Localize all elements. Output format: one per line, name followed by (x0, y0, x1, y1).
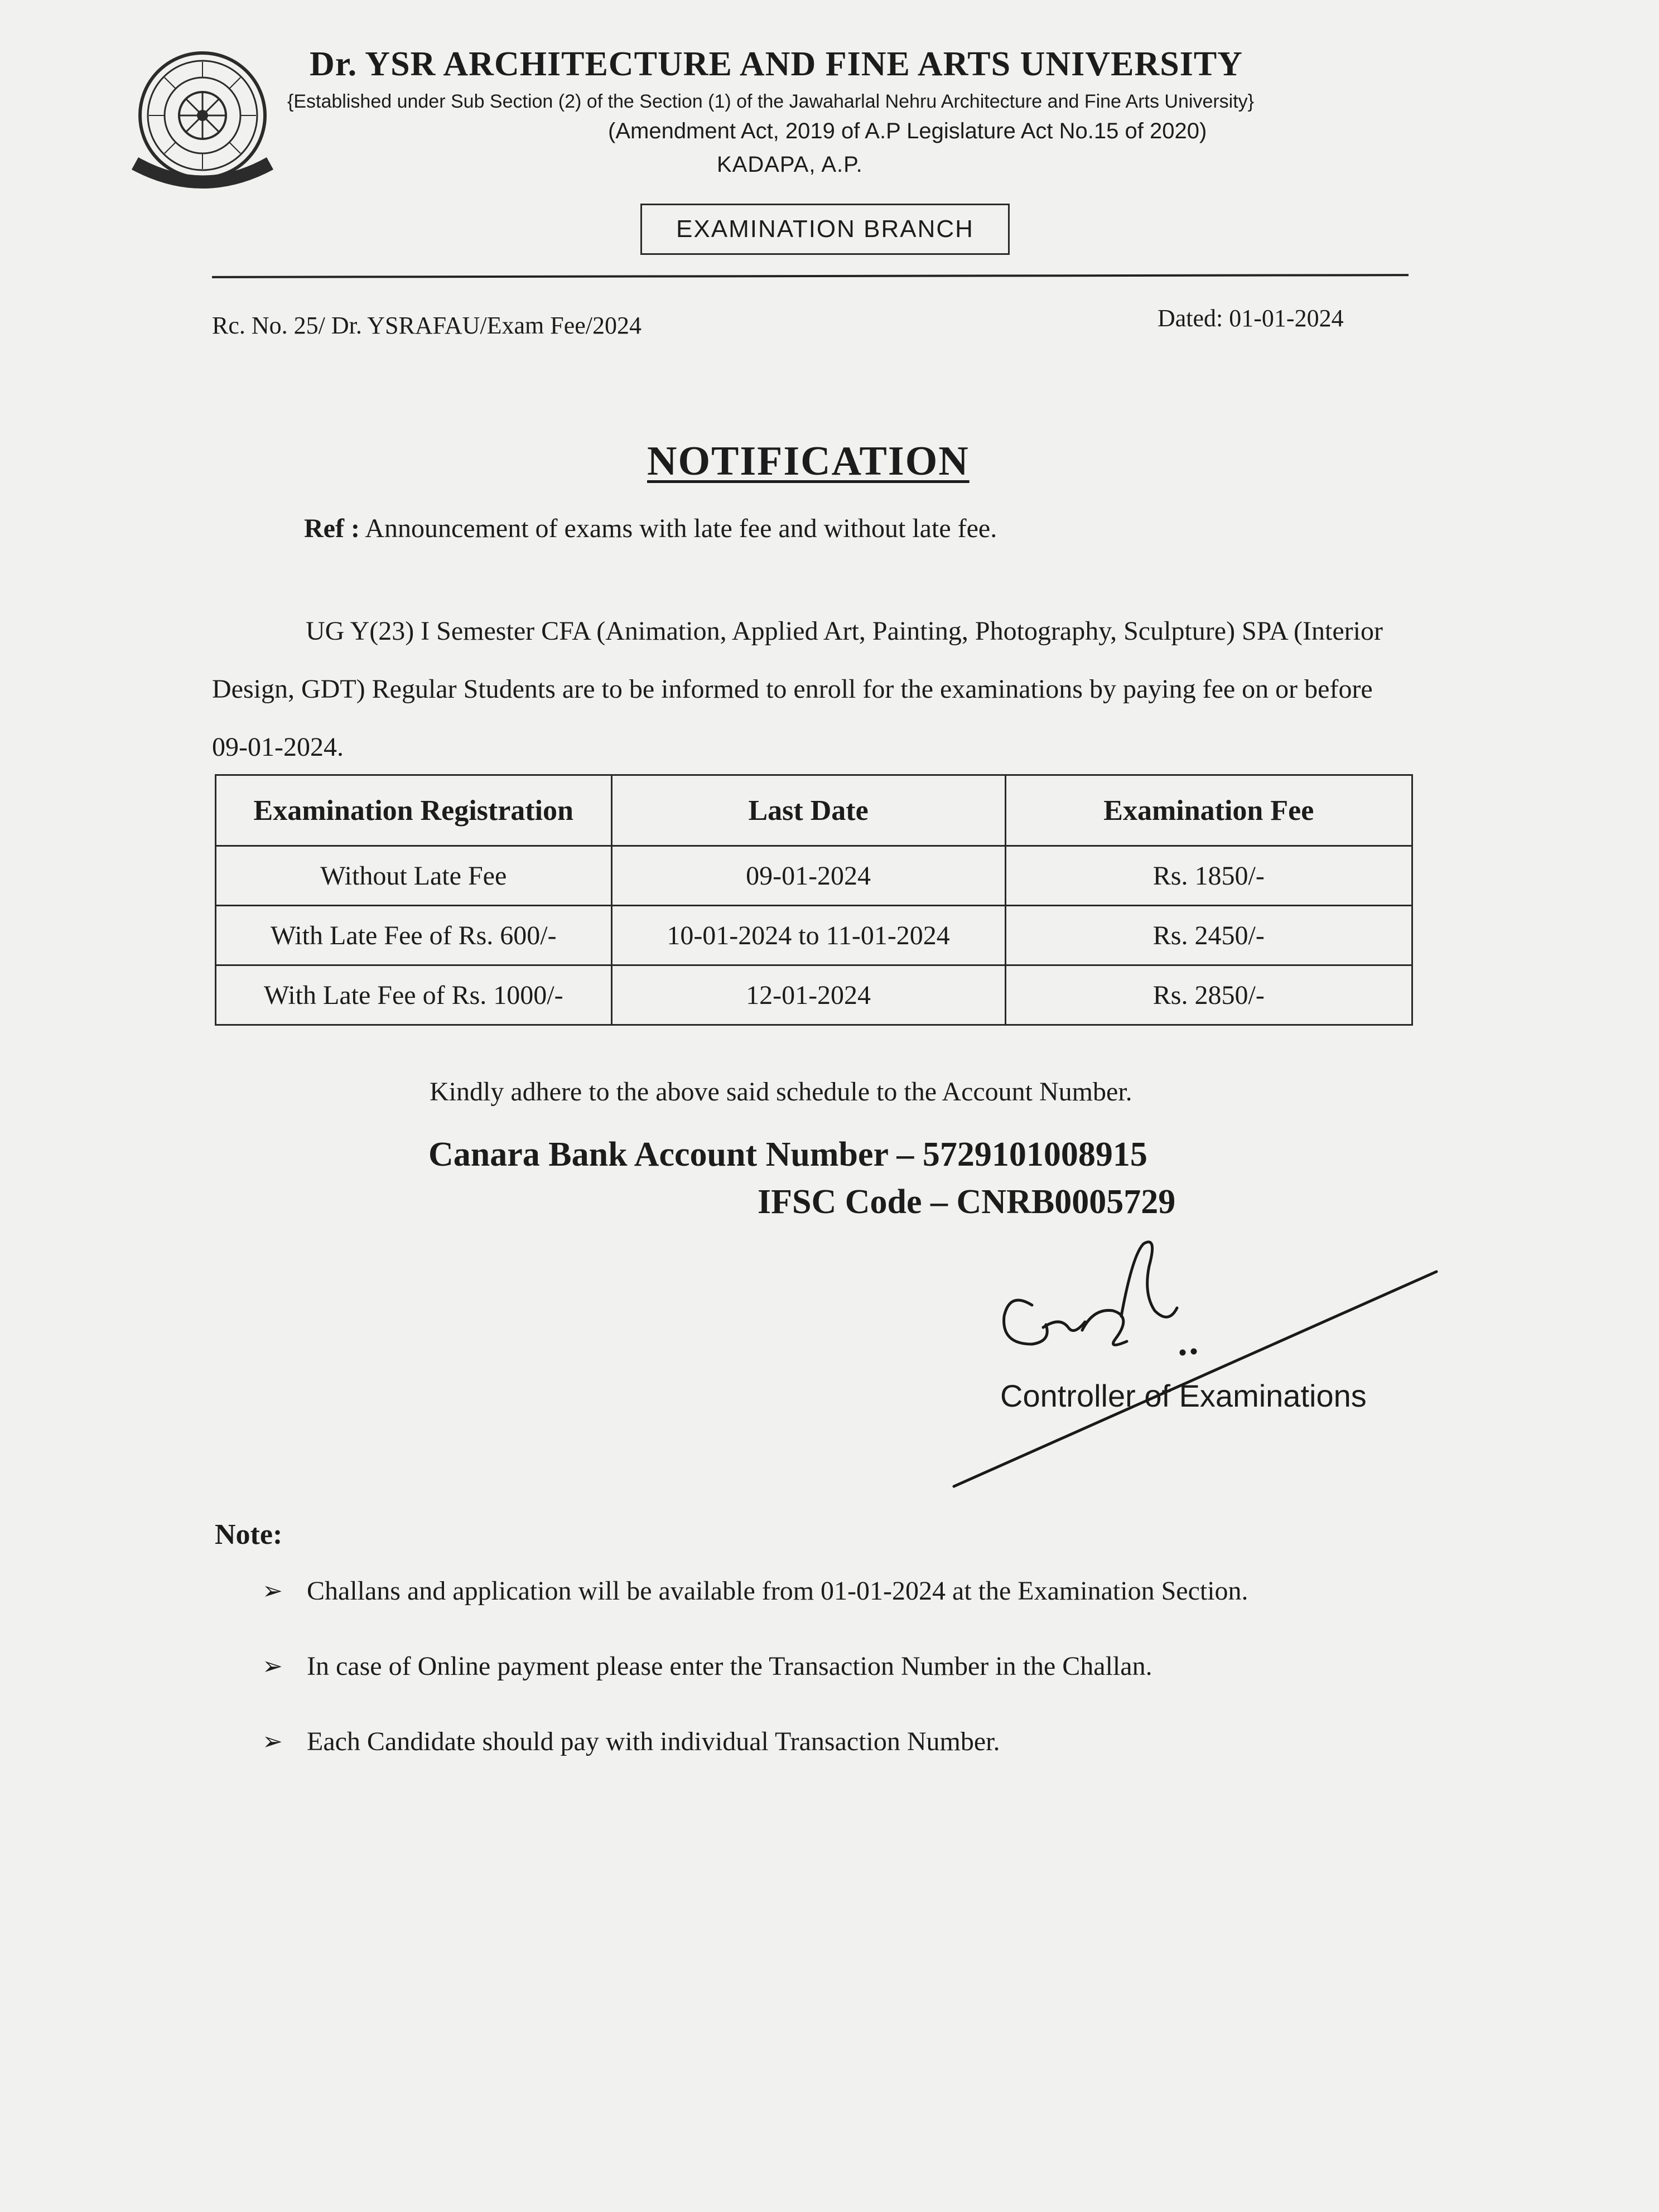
table-row (216, 846, 1412, 906)
dated: Dated: 01-01-2024 (1158, 305, 1344, 332)
table-cell: Rs. 1850/- (1005, 846, 1412, 906)
established-line: {Established under Sub Section (2) of the Section (1) of the Jawaharlal Nehru Architecture and Fine Arts University} (287, 91, 1255, 112)
ref-label: Ref : (304, 514, 360, 543)
table-header-cell: Examination Fee (1005, 775, 1412, 846)
table-row (216, 965, 1412, 1025)
table-header-row (216, 775, 1412, 846)
note-item-text: Challans and application will be available from 01-01-2024 at the Examination Section. (307, 1576, 1248, 1606)
payment-instruction: Kindly adhere to the above said schedule to the Account Number. (430, 1077, 1132, 1107)
university-seal-icon (127, 46, 278, 196)
table-cell: 09-01-2024 (611, 846, 1005, 906)
note-item (262, 1726, 1000, 1757)
table-cell: Rs. 2850/- (1005, 965, 1412, 1025)
university-name: Dr. YSR ARCHITECTURE AND FINE ARTS UNIVERSITY (310, 45, 1243, 83)
bank-account-number: Canara Bank Account Number – 5729101008915 (428, 1136, 1147, 1173)
arrow-bullet-icon: ➢ (262, 1652, 283, 1680)
note-label: Note: (215, 1519, 283, 1551)
reference-number: Rc. No. 25/ Dr. YSRAFAU/Exam Fee/2024 (212, 312, 642, 339)
note-item (262, 1576, 1248, 1606)
table-cell: Without Late Fee (216, 846, 612, 906)
ifsc-code: IFSC Code – CNRB0005729 (758, 1183, 1176, 1221)
table-cell: With Late Fee of Rs. 1000/- (216, 965, 612, 1025)
ref-text: Announcement of exams with late fee and without late fee. (365, 514, 997, 543)
table-cell: 12-01-2024 (611, 965, 1005, 1025)
arrow-bullet-icon: ➢ (262, 1577, 283, 1605)
examination-branch-box: EXAMINATION BRANCH (640, 204, 1010, 255)
table-header-cell: Examination Registration (216, 775, 612, 846)
fee-table (215, 774, 1413, 1026)
header-divider (212, 274, 1409, 278)
signature-icon (948, 1233, 1450, 1500)
table-cell: With Late Fee of Rs. 600/- (216, 906, 612, 965)
note-item-text: Each Candidate should pay with individual Transaction Number. (307, 1727, 1000, 1756)
table-row (216, 906, 1412, 965)
note-item (262, 1651, 1152, 1682)
table-cell: Rs. 2450/- (1005, 906, 1412, 965)
table-header-cell: Last Date (611, 775, 1005, 846)
table-cell: 10-01-2024 to 11-01-2024 (611, 906, 1005, 965)
arrow-bullet-icon: ➢ (262, 1727, 283, 1756)
controller-of-examinations: Controller of Examinations (1000, 1378, 1367, 1413)
notification-body (212, 602, 1411, 776)
notification-title: NOTIFICATION (647, 438, 970, 484)
city-line: KADAPA, A.P. (717, 152, 863, 177)
note-item-text: In case of Online payment please enter the Transaction Number in the Challan. (307, 1651, 1152, 1681)
ref-line (304, 513, 997, 544)
notification-body-text: UG Y(23) I Semester CFA (Animation, Applied Art, Painting, Photography, Sculpture) SPA (Interior Design, GDT) Regular Students are to be informed to enroll for the examinations by paying fee on or before 09-01-2024. (212, 616, 1383, 762)
amendment-line: (Amendment Act, 2019 of A.P Legislature Act No.15 of 2020) (608, 119, 1207, 143)
